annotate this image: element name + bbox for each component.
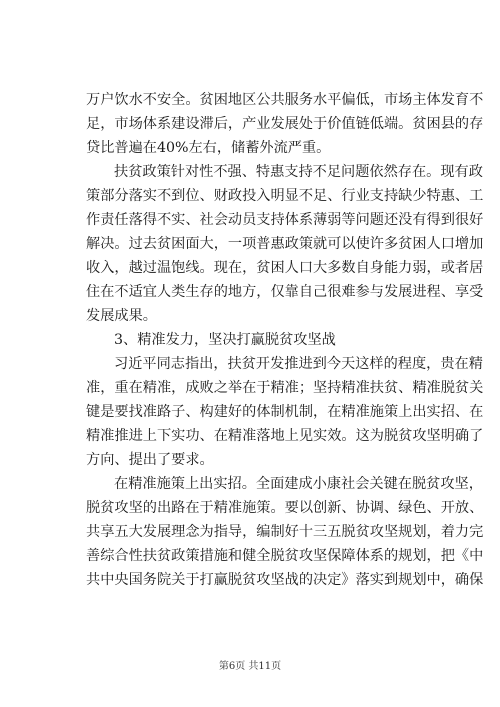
text-line: 发展成果。	[86, 308, 157, 324]
text-line: 作责任落得不实、社会动员支持体系薄弱等问题还没有得到很好	[86, 212, 484, 228]
text-line: 3、精准发力，坚决打赢脱贫攻坚战	[114, 332, 336, 348]
text-line: 习近平同志指出，扶贫开发推进到今天这样的程度，贵在精	[114, 356, 483, 372]
text-line: 共中央国务院关于打赢脱贫攻坚战的决定》落实到规划中，确保	[86, 572, 484, 588]
text-line: 解决。过去贫困面大，一项普惠政策就可以使许多贫困人口增加	[86, 236, 484, 252]
text-line: 收入，越过温饱线。现在，贫困人口大多数自身能力弱，或者居	[86, 260, 484, 276]
page-footer: 第6页 共11页	[218, 661, 282, 672]
text-line: 方向、提出了要求。	[86, 452, 214, 468]
text-line: 脱贫攻坚的出路在于精准施策。要以创新、协调、绿色、开放、	[86, 500, 484, 516]
text-line: 共享五大发展理念为指导，编制好十三五脱贫攻坚规划，着力完	[86, 524, 484, 540]
text-line: 扶贫政策针对性不强、特惠支持不足问题依然存在。现有政	[114, 164, 483, 180]
text-line: 在精准施策上出实招。全面建成小康社会关键在脱贫攻坚，	[114, 476, 483, 492]
text-line: 精准推进上下实功、在精准落地上见实效。这为脱贫攻坚明确了	[86, 428, 484, 444]
text-line: 善综合性扶贫政策措施和健全脱贫攻坚保障体系的规划，把《中	[86, 548, 484, 564]
document-body	[86, 88, 484, 592]
text-line: 万户饮水不安全。贫困地区公共服务水平偏低，市场主体发育不	[86, 92, 484, 108]
text-line: 住在不适宜人类生存的地方，仅靠自己很难参与发展进程、享受	[86, 284, 484, 300]
text-line: 键是要找准路子、构建好的体制机制，在精准施策上出实招、在	[86, 404, 484, 420]
text-line: 足，市场体系建设滞后，产业发展处于价值链低端。贫困县的存	[86, 116, 484, 132]
text-line: 策部分落实不到位、财政投入明显不足、行业支持缺少特惠、工	[86, 188, 484, 204]
text-line: 准，重在精准，成败之举在于精准；坚持精准扶贫、精准脱贫关	[86, 380, 484, 396]
text-line: 贷比普遍在40%左右，储蓄外流严重。	[86, 140, 331, 156]
